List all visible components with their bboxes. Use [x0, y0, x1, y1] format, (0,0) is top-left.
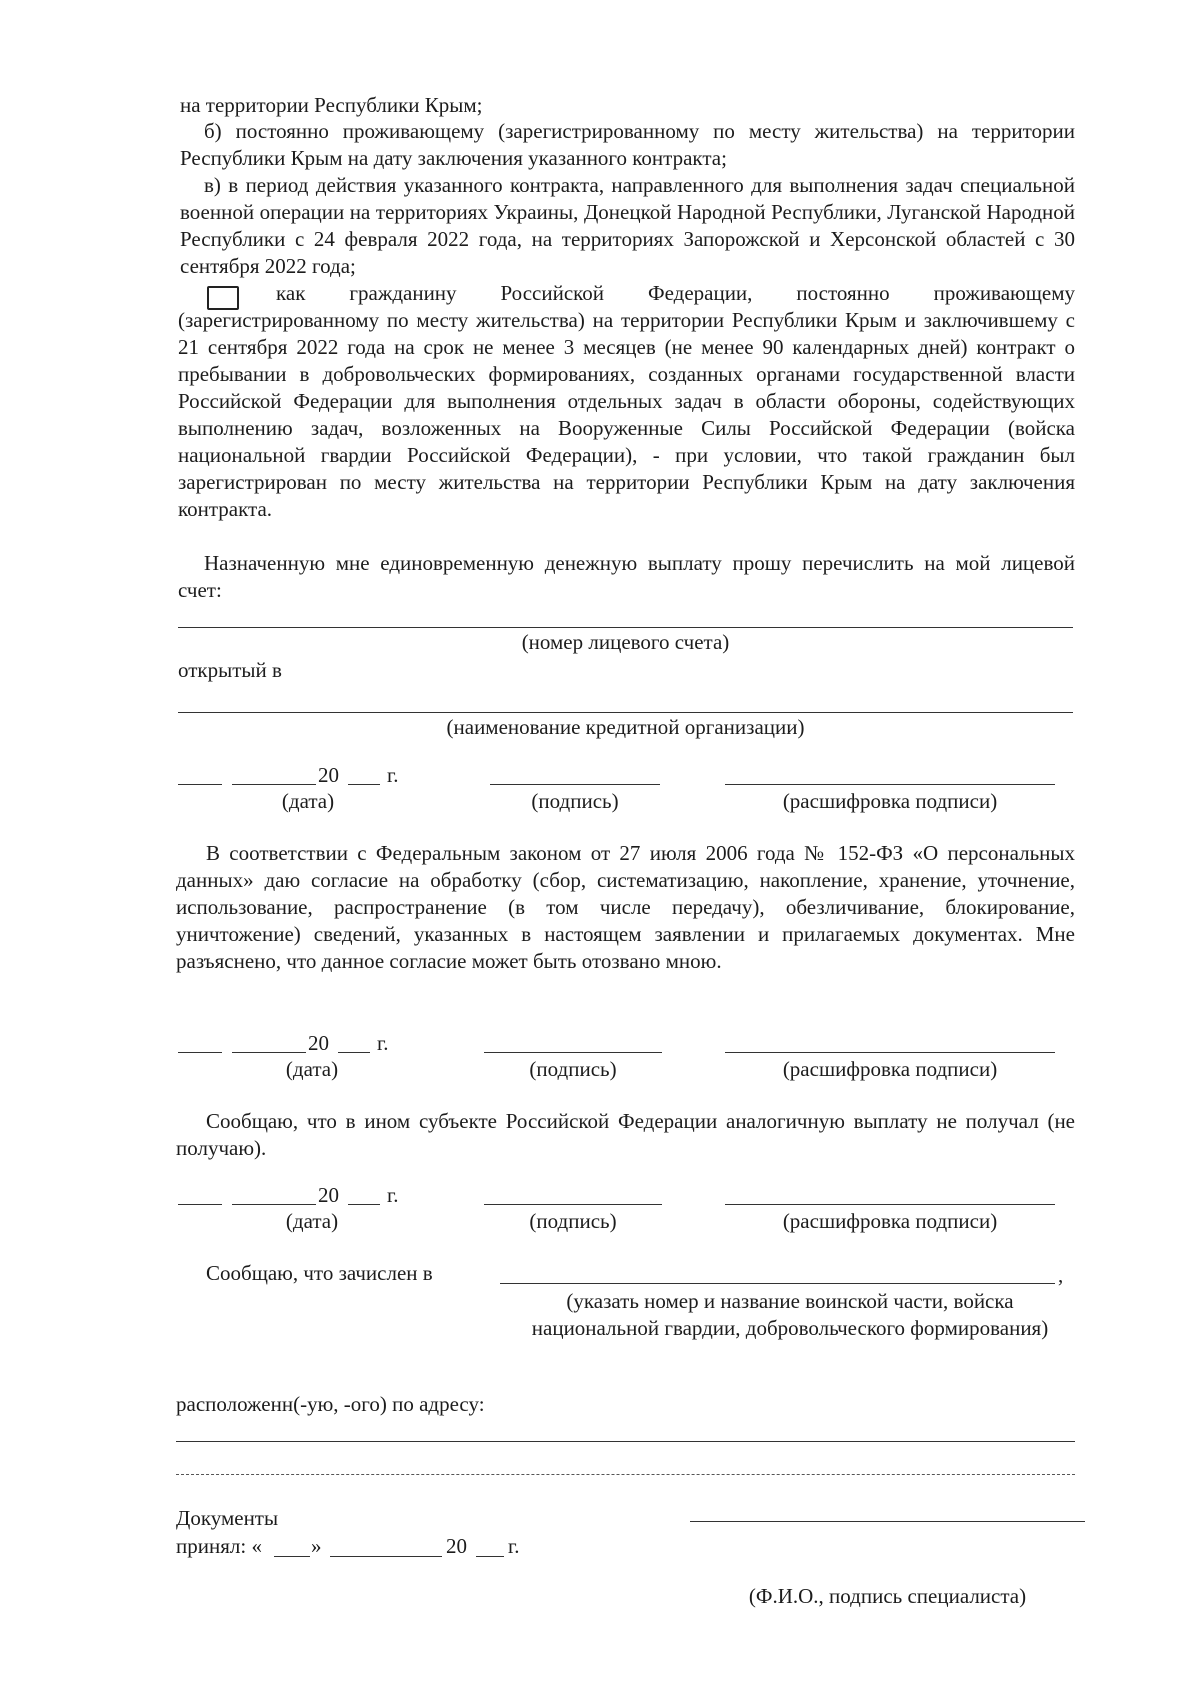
signature-line[interactable] [484, 1204, 662, 1205]
territory-line: на территории Республики Крым; [180, 93, 483, 117]
year-line[interactable] [348, 784, 380, 785]
account-number-line[interactable] [178, 627, 1073, 628]
day-line[interactable] [178, 1204, 222, 1205]
decode-caption: (расшифровка подписи) [782, 1057, 998, 1081]
paragraph-b: б) постоянно проживающему (зарегистрированному по месту жительства) на территории Республики Крым на дату заключения указанного контракта; [180, 119, 1075, 170]
year-suffix: г. [377, 1031, 389, 1055]
bank-name-caption: (наименование кредитной организации) [446, 715, 805, 739]
signature-caption: (подпись) [529, 1057, 617, 1081]
day-line[interactable] [178, 784, 222, 785]
signature-caption: (подпись) [531, 789, 619, 813]
bank-name-line[interactable] [178, 712, 1073, 713]
decode-caption: (расшифровка подписи) [782, 1209, 998, 1233]
accepted-year-line[interactable] [476, 1556, 504, 1557]
consent-text: В соответствии с Федеральным законом от 27 июля 2006 года № 152-ФЗ «О персональных данных» даю согласие на обработку (сбор, систематизацию, накопление, хранение, уточнение, использование, распространение (в том числе передачу), обезличивание, блокирование, уничтожение) сведений, указанных в настоящем заявлении и прилагаемых документах. Мне разъяснено, что данное согласие может быть отозвано мною. [176, 841, 1075, 973]
option-text: (зарегистрированному по месту жительства) на территории Республики Крым и заключившему с 21 сентября 2022 года на срок не менее 3 месяцев (не менее 90 календарных дней) контракт о пребывании в добровольческих формированиях, созданных органами государственной власти Российской Федерации для выполнения отдельных задач в области обороны, содействующих выполнению задач, возложенных на Вооруженные Силы Российской Федерации (войска национальной гвардии Российской Федерации), - при условии, что такой гражданин был зарегистрирован по месту жительства на территории Республики Крым на дату заключения контракта. [178, 308, 1075, 521]
year-prefix: 20 [318, 1183, 339, 1207]
enlisted-label: Сообщаю, что зачислен в [206, 1261, 433, 1285]
not-received-text: Сообщаю, что в ином субъекте Российской Федерации аналогичную выплату не получал (не получаю). [176, 1109, 1075, 1160]
accepted-year-suffix: г. [508, 1534, 520, 1558]
signature-line[interactable] [484, 1052, 662, 1053]
accepted-month-line[interactable] [330, 1556, 442, 1557]
date-caption: (дата) [281, 789, 335, 813]
month-line[interactable] [232, 784, 316, 785]
day-line[interactable] [178, 1052, 222, 1053]
address-line-1[interactable] [176, 1441, 1075, 1442]
year-prefix: 20 [318, 763, 339, 787]
signature-line[interactable] [490, 784, 660, 785]
paragraph-v: в) в период действия указанного контракта, направленного для выполнения задач специальной военной операции на территориях Украины, Донецкой Народной Республики, Луганской Народной Республики с 24 февраля 2022 года, на территориях Запорожской и Херсонской областей с 30 сентября 2022 года; [180, 173, 1075, 278]
address-line-2[interactable] [176, 1474, 1075, 1475]
enlisted-comma: , [1058, 1263, 1064, 1287]
signature-decode-line[interactable] [725, 1204, 1055, 1205]
signature-caption: (подпись) [529, 1209, 617, 1233]
option-first-line: как гражданину Российской Федерации, постоянно проживающему [276, 281, 1075, 305]
account-number-caption: (номер лицевого счета) [521, 630, 730, 654]
month-line[interactable] [232, 1204, 316, 1205]
decode-caption: (расшифровка подписи) [782, 789, 998, 813]
accepted-label: принял: « [176, 1534, 262, 1558]
date-caption: (дата) [285, 1057, 339, 1081]
accepted-day-line[interactable] [274, 1556, 310, 1557]
year-line[interactable] [348, 1204, 380, 1205]
military-unit-caption: (указать номер и название воинской части, войска национальной гвардии, добровольческого формирования) [531, 1289, 1049, 1340]
year-prefix: 20 [308, 1031, 329, 1055]
year-suffix: г. [387, 763, 399, 787]
accepted-quote-close: » [311, 1534, 322, 1558]
signature-decode-line[interactable] [725, 1052, 1055, 1053]
month-line[interactable] [232, 1052, 306, 1053]
address-label: расположенн(-ую, -ого) по адресу: [176, 1392, 485, 1416]
military-unit-line[interactable] [500, 1283, 1055, 1284]
payment-request-text: Назначенную мне единовременную денежную выплату прошу перечислить на мой лицевой счет: [178, 551, 1075, 602]
signature-decode-line[interactable] [725, 784, 1055, 785]
opened-in-label: открытый в [178, 658, 282, 682]
specialist-caption: (Ф.И.О., подпись специалиста) [748, 1584, 1027, 1608]
accepted-year-prefix: 20 [446, 1534, 467, 1558]
year-line[interactable] [338, 1052, 370, 1053]
documents-label: Документы [176, 1506, 279, 1530]
year-suffix: г. [387, 1183, 399, 1207]
date-caption: (дата) [285, 1209, 339, 1233]
specialist-signature-line[interactable] [690, 1521, 1085, 1522]
